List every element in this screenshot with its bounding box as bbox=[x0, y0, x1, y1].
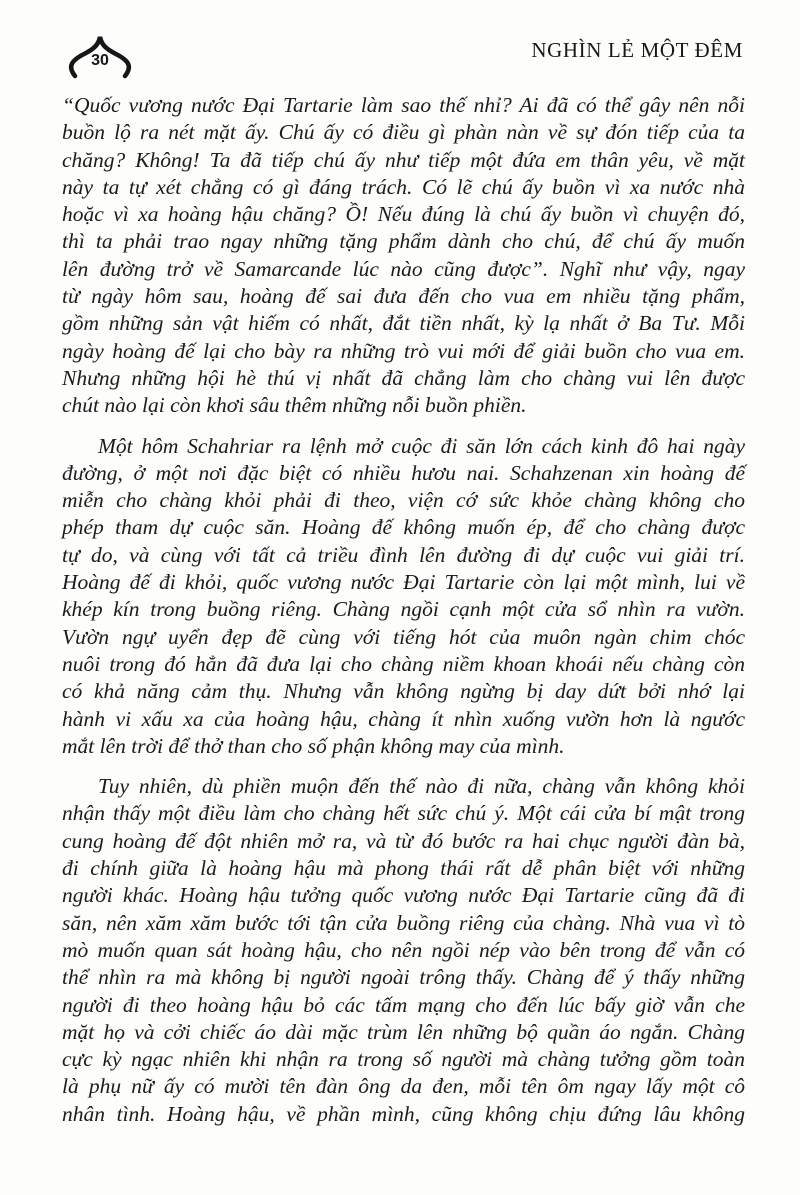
paragraph bbox=[62, 433, 745, 761]
text-line: hoặc vì xa hoàng hậu chăng? Ồ! Nếu đúng là chú ấy buồn vì chuyện đó, bbox=[62, 202, 745, 227]
text-line: ngày hoàng đế lại cho bày ra những trò vui mới để giải buồn cho vua em. bbox=[62, 338, 745, 363]
text-line: săn, nên xăm xăm bước tới tận cửa buồng riêng của chàng. Nhà vua vì tò bbox=[62, 910, 745, 935]
text-line: đường, ở một nơi đặc biệt có nhiều hươu nai. Schahzenan xin hoàng đế bbox=[62, 460, 745, 485]
text-line: Một hôm Schahriar ra lệnh mở cuộc đi săn lớn cách kinh đô hai ngày bbox=[98, 433, 745, 458]
text-line: khép kín trong buồng riêng. Chàng ngồi cạnh một cửa sổ nhìn ra vườn. bbox=[62, 597, 745, 622]
text-line: là phụ nữ ấy có mười tên đàn ông da đen, mỗi tên ôm ngay lấy một cô bbox=[62, 1074, 745, 1099]
text-line: thể nhìn ra mà không bị người ngoài trông thấy. Chàng để ý thấy những bbox=[62, 965, 745, 990]
text-line: Nhưng những hội hè thú vị nhất đã chẳng làm cho chàng vui lên được bbox=[62, 365, 745, 390]
text-line: gồm những sản vật hiếm có nhất, đắt tiền nhất, kỳ lạ nhất ở Ba Tư. Mỗi bbox=[62, 311, 745, 336]
text-line: nuôi trong đó hẳn đã đưa lại cho chàng niềm khoan khoái nếu chàng còn bbox=[62, 651, 745, 676]
paragraph bbox=[62, 92, 745, 420]
text-line: người đi theo hoàng hậu bỏ các tấm mạng cho đến lúc bấy giờ vẫn che bbox=[62, 992, 745, 1017]
paragraph bbox=[62, 773, 745, 1128]
text-line: thì ta phải trao ngay những tặng phẩm dành cho chú, để chú ấy muốn bbox=[62, 229, 745, 254]
text-line: mặt họ và cởi chiếc áo dài mặc trùm lên những bộ quần áo ngắn. Chàng bbox=[62, 1019, 745, 1044]
text-line: Vườn ngự uyển đẹp đẽ cùng với tiếng hót của muôn ngàn chim chóc bbox=[62, 624, 745, 649]
text-line: chút nào lại còn khơi sâu thêm những nỗi buồn phiền. bbox=[62, 393, 527, 418]
text-line: “Quốc vương nước Đại Tartarie làm sao thế nhỉ? Ai đã có thể gây nên nỗi bbox=[62, 93, 745, 117]
text-line: cung hoàng đế đột nhiên mở ra, và từ đó bước ra hai chục người đàn bà, bbox=[62, 828, 745, 853]
text-line: từ ngày hôm sau, hoàng đế sai đưa đến cho vua em nhiều tặng phẩm, bbox=[62, 284, 745, 309]
text-line: có khả năng cảm thụ. Nhưng vẫn không ngừng bị day dứt bởi nhớ lại bbox=[62, 679, 745, 704]
body-text bbox=[62, 92, 745, 1128]
text-line: phép tham dự cuộc săn. Hoàng đế không muốn ép, để cho chàng được bbox=[62, 515, 745, 540]
page-number: 30 bbox=[91, 52, 109, 69]
page-ornament bbox=[64, 34, 136, 82]
text-line: chăng? Không! Ta đã tiếp chú ấy như tiếp một đứa em thân yêu, về mặt bbox=[62, 147, 745, 172]
text-line: tự do, và cùng với tất cả triều đình lên đường đi dự cuộc vui giải trí. bbox=[62, 542, 745, 567]
text-line: đi chính giữa là hoàng hậu mà phong thái rất dễ phân biệt với những bbox=[62, 856, 745, 881]
text-line: hành vi xấu xa của hoàng hậu, chàng ít nhìn xuống vườn hơn là ngước bbox=[62, 706, 745, 731]
text-line: mắt lên trời để thở than cho số phận không may của mình. bbox=[62, 733, 565, 758]
text-line: người khác. Hoàng hậu tưởng quốc vương nước Đại Tartarie cũng đã đi bbox=[62, 883, 745, 908]
text-line: Tuy nhiên, dù phiền muộn đến thế nào đi nữa, chàng vẫn không khỏi bbox=[98, 774, 745, 799]
text-line: Hoàng đế đi khỏi, quốc vương nước Đại Tartarie còn lại một mình, lui về bbox=[62, 570, 745, 595]
running-title: NGHÌN LẺ MỘT ĐÊM bbox=[531, 38, 743, 62]
text-line: nhân tình. Hoàng hậu, về phần mình, cũng không chịu đứng lâu không bbox=[62, 1101, 745, 1126]
text-line: cực kỳ ngạc nhiên khi nhận ra trong số người mà chàng tưởng gồm toàn bbox=[62, 1047, 745, 1072]
text-line: lên đường trở về Samarcande lúc nào cũng được”. Nghĩ như vậy, ngay bbox=[62, 256, 745, 281]
text-line: miễn cho chàng khỏi phải đi theo, viện cớ sức khỏe chàng không cho bbox=[62, 488, 745, 513]
text-line: này ta tự xét chẳng có gì đáng trách. Có lẽ chú ấy buồn vì xa nước nhà bbox=[62, 174, 745, 199]
text-line: nhận thấy một điều làm cho chàng hết sức chú ý. Một cái cửa bí mật trong bbox=[62, 801, 745, 826]
text-line: buồn lộ ra nét mặt ấy. Chú ấy có điều gì phàn nàn về sự đón tiếp của ta bbox=[62, 120, 745, 145]
text-line: mò muốn quan sát hoàng hậu, cho nên ngồi nép vào bên trong để vẫn có bbox=[62, 937, 745, 962]
